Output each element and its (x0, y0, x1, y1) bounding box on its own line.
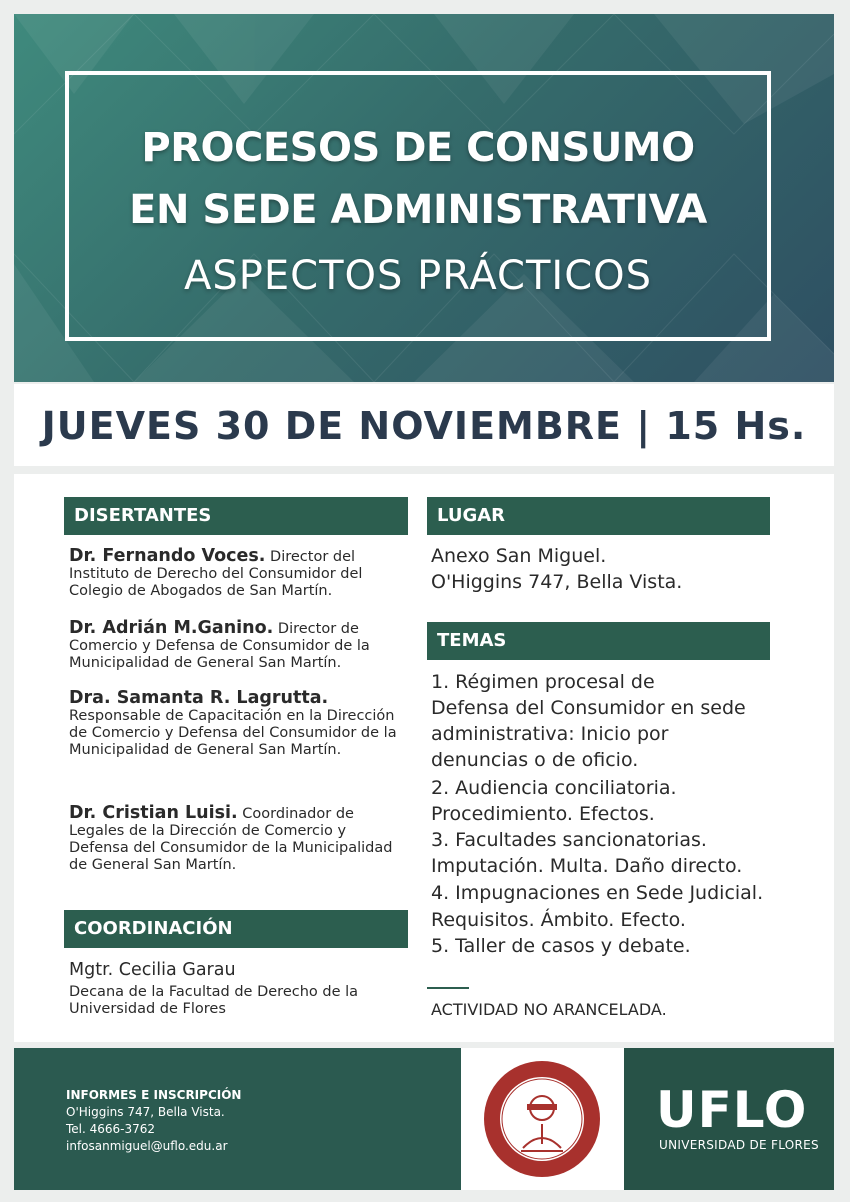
info-email[interactable]: infosanmiguel@uflo.edu.ar (66, 1139, 228, 1153)
speaker-3 (69, 690, 409, 759)
hero-banner (14, 14, 834, 382)
uflo-logo-subtitle: UNIVERSIDAD DE FLORES (659, 1138, 819, 1152)
tema-line: 3. Facultades sancionatorias. (431, 829, 707, 851)
tema-line: 1. Régimen procesal de (431, 671, 655, 693)
info-address: O'Higgins 747, Bella Vista. (66, 1105, 225, 1119)
footer-seal-panel (461, 1048, 624, 1190)
tema-line: 5. Taller de casos y debate. (431, 935, 691, 957)
lugar-line-1: Anexo San Miguel. (431, 545, 607, 567)
coordinator-name: Mgtr. Cecilia Garau (69, 960, 236, 980)
speaker-desc: Coordinador de Legales de la Dirección de Comercio y Defensa del Consumidor de la Municipalidad de General San Martín. (69, 806, 393, 873)
tema-line: administrativa: Inicio por (431, 723, 669, 745)
speaker-name: Dr. Cristian Luisi. (69, 803, 238, 823)
lugar-line-2: O'Higgins 747, Bella Vista. (431, 571, 683, 593)
info-phone: Tel. 4666-3762 (66, 1122, 156, 1136)
tema-line: denuncias o de oficio. (431, 749, 639, 771)
disertantes-heading: DISERTANTES (64, 497, 408, 535)
speaker-name: Dr. Fernando Voces. (69, 546, 266, 566)
title-line-2: EN SEDE ADMINISTRATIVA (129, 187, 707, 233)
subtitle: ASPECTOS PRÁCTICOS (183, 253, 653, 299)
temas-heading: TEMAS (427, 622, 770, 660)
title-frame (65, 71, 771, 341)
tema-line: 4. Impugnaciones en Sede Judicial. (431, 882, 764, 904)
coordinator-desc: Decana de la Facultad de Derecho de la Universidad de Flores (69, 984, 359, 1017)
tema-line: Requisitos. Ámbito. Efecto. (431, 909, 686, 931)
speaker-2 (69, 620, 409, 672)
lugar-heading: LUGAR (427, 497, 770, 535)
date-band (14, 384, 834, 466)
speaker-1 (69, 548, 409, 600)
info-title: INFORMES E INSCRIPCIÓN (66, 1088, 242, 1102)
speaker-desc: Responsable de Capacitación en la Dirección de Comercio y Defensa del Consumidor de la Municipalidad de General San Martín. (69, 708, 397, 758)
event-date: JUEVES 30 DE NOVIEMBRE | 15 Hs. (41, 404, 807, 448)
tema-line: Procedimiento. Efectos. (431, 803, 655, 825)
tema-line: 2. Audiencia conciliatoria. (431, 777, 677, 799)
coordinacion-heading: COORDINACIÓN (64, 910, 408, 948)
speaker-name: Dr. Adrián M.Ganino. (69, 618, 274, 638)
uflo-logo: UFLO (656, 1081, 808, 1139)
speaker-desc: Director del Instituto de Derecho del Consumidor del Colegio de Abogados de San Martín. (69, 549, 363, 599)
speaker-4 (69, 805, 409, 874)
title-line-1: PROCESOS DE CONSUMO (141, 125, 695, 171)
speaker-desc: Director de Comercio y Defensa de Consumidor de la Municipalidad de General San Martín. (69, 621, 370, 671)
tema-line: Imputación. Multa. Daño directo. (431, 855, 743, 877)
tema-line: Defensa del Consumidor en sede (431, 697, 746, 719)
speaker-name: Dra. Samanta R. Lagrutta. (69, 688, 329, 708)
free-activity-note: ACTIVIDAD NO ARANCELADA. (431, 1000, 667, 1019)
divider-rule (427, 987, 469, 989)
colegio-seal-logo (461, 1048, 624, 1190)
